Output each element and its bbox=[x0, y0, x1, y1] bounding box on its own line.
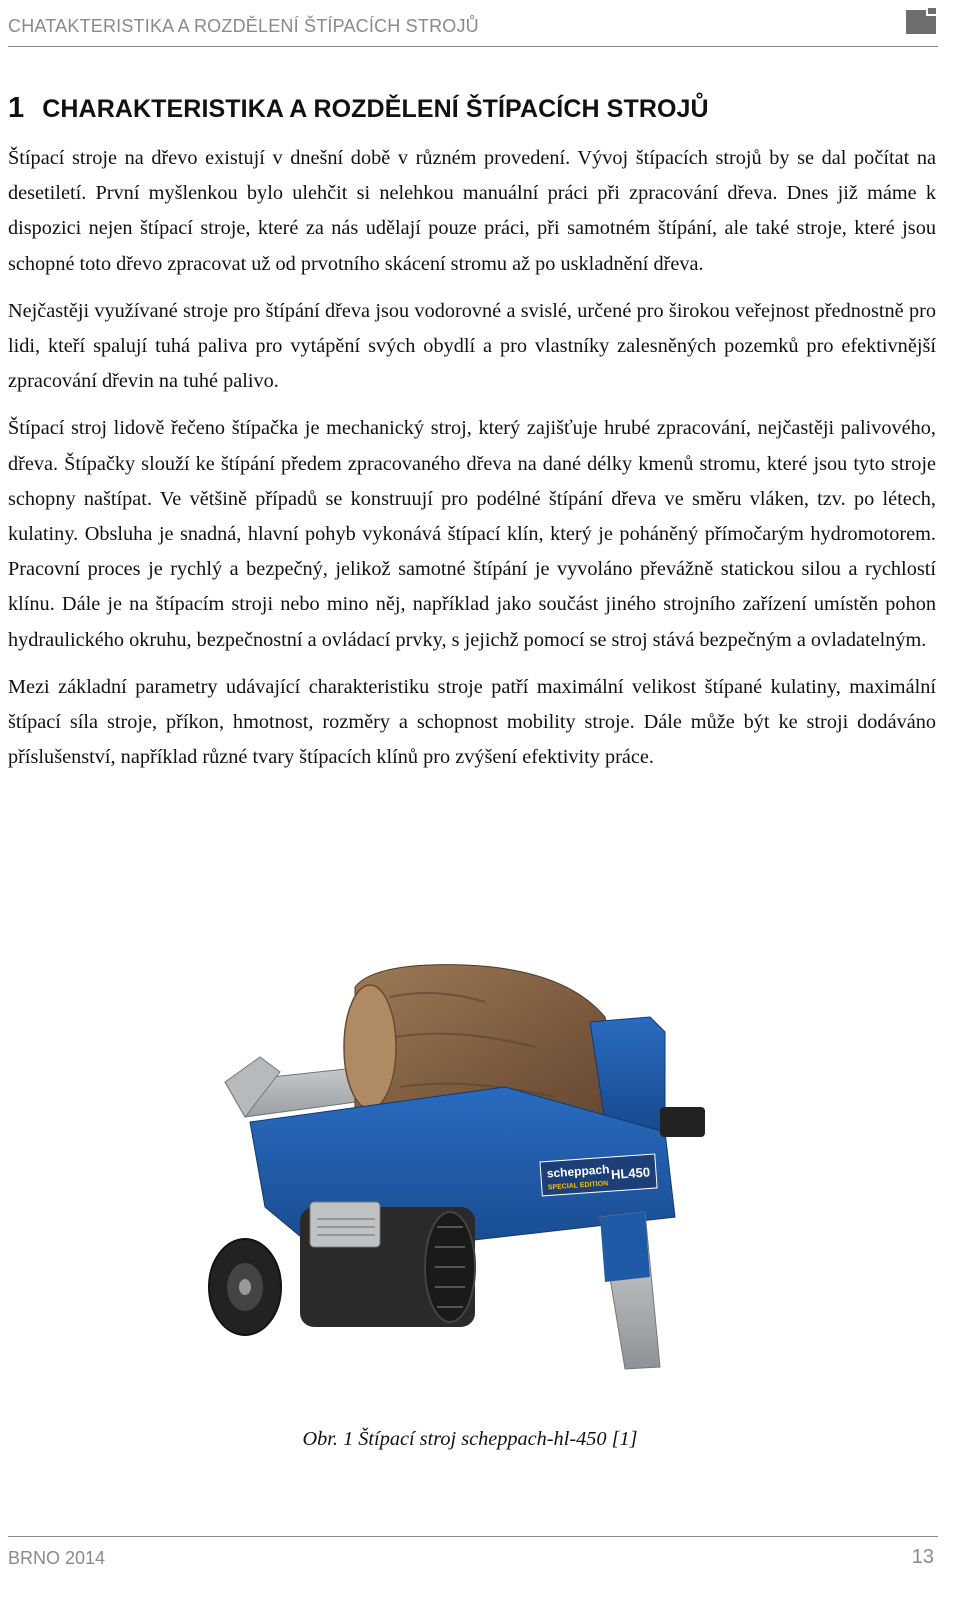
paragraph-parameters: Mezi základní parametry udávající charakteristiku stroje patří maximální velikost štípané kulatiny, maximální štípací síla stroje, příkon, hmotnost, rozměry a schopnost mobility stroje. Dále může být ke stroji dodáváno příslušenství, například různé tvary štípacích klínů pro zvýšení efektivity práce. bbox=[8, 675, 936, 769]
running-title: CHATAKTERISTIKA A ROZDĚLENÍ ŠTÍPACÍCH STROJŮ bbox=[8, 16, 479, 36]
chapter-title: CHARAKTERISTIKA A ROZDĚLENÍ ŠTÍPACÍCH STROJŮ bbox=[42, 95, 709, 123]
paragraph-types: Nejčastěji využívané stroje pro štípání dřeva jsou vodorovné a svislé, určené pro širokou veřejnost přednostně pro lidi, kteří spalují tuhá paliva pro vytápění svých obydlí a pro vlastníky zalesněných pozemků pro efektivnější zpracování dřevin na tuhé palivo. bbox=[8, 299, 936, 393]
chapter-number: 1 bbox=[8, 92, 25, 124]
edition-label: SPECIAL EDITION bbox=[547, 1180, 609, 1192]
footer-location-year: BRNO 2014 bbox=[8, 1548, 106, 1568]
chapter-heading bbox=[8, 92, 709, 125]
body-text bbox=[8, 141, 936, 787]
log-splitter-figure bbox=[205, 957, 720, 1397]
footer-divider bbox=[8, 1536, 938, 1537]
page-number: 13 bbox=[911, 1546, 934, 1568]
paragraph-description: Štípací stroj lidově řečeno štípačka je mechanický stroj, který zajišťuje hrubé zpracování, nejčastěji palivového, dřeva. Štípačky slouží ke štípání předem zpracovaného dřeva na dané délky kmenů stromu, které jsou tyto stroje schopny naštípat. Ve většině případů se konstruují pro podélné štípání dřeva ve směru vláken, tzv. po létech, kulatiny. Obsluha je snadná, hlavní pohyb vykonává štípací klín, který je poháněný přímočarým hydromotorem. Pracovní proces je rychlý a bezpečný, jelikož samotné štípání je vyvoláno převážně statickou silou a rychlostí klínu. Dále je na štípacím stroji nebo mino něj, například jako součást jiného strojního zařízení umístěn pohon hydraulického okruhu, bezpečnostní a ovládací prvky, s jejichž pomocí se stroj stává bezpečným a ovladatelným. bbox=[8, 417, 936, 651]
institution-logo-icon bbox=[904, 6, 938, 36]
brand-label: scheppach bbox=[546, 1162, 610, 1181]
paragraph-intro: Štípací stroje na dřevo existují v dnešní době v různém provedení. Vývoj štípacích strojů by se dal počítat na desetiletí. První myšlenkou bylo ulehčit si nelehkou manuální práci při zpracování dřeva. Dnes již máme k dispozici nejen štípací stroje, které za nás udělají pouze práci, při samotném štípání, ale také stroje, které jsou schopné toto dřevo zpracovat už od prvotního skácení stromu až po uskladnění dřeva. bbox=[8, 147, 936, 275]
model-label: HL450 bbox=[610, 1164, 651, 1183]
page-header bbox=[8, 12, 938, 47]
figure-caption: Obr. 1 Štípací stroj scheppach-hl-450 [1] bbox=[302, 1428, 638, 1450]
